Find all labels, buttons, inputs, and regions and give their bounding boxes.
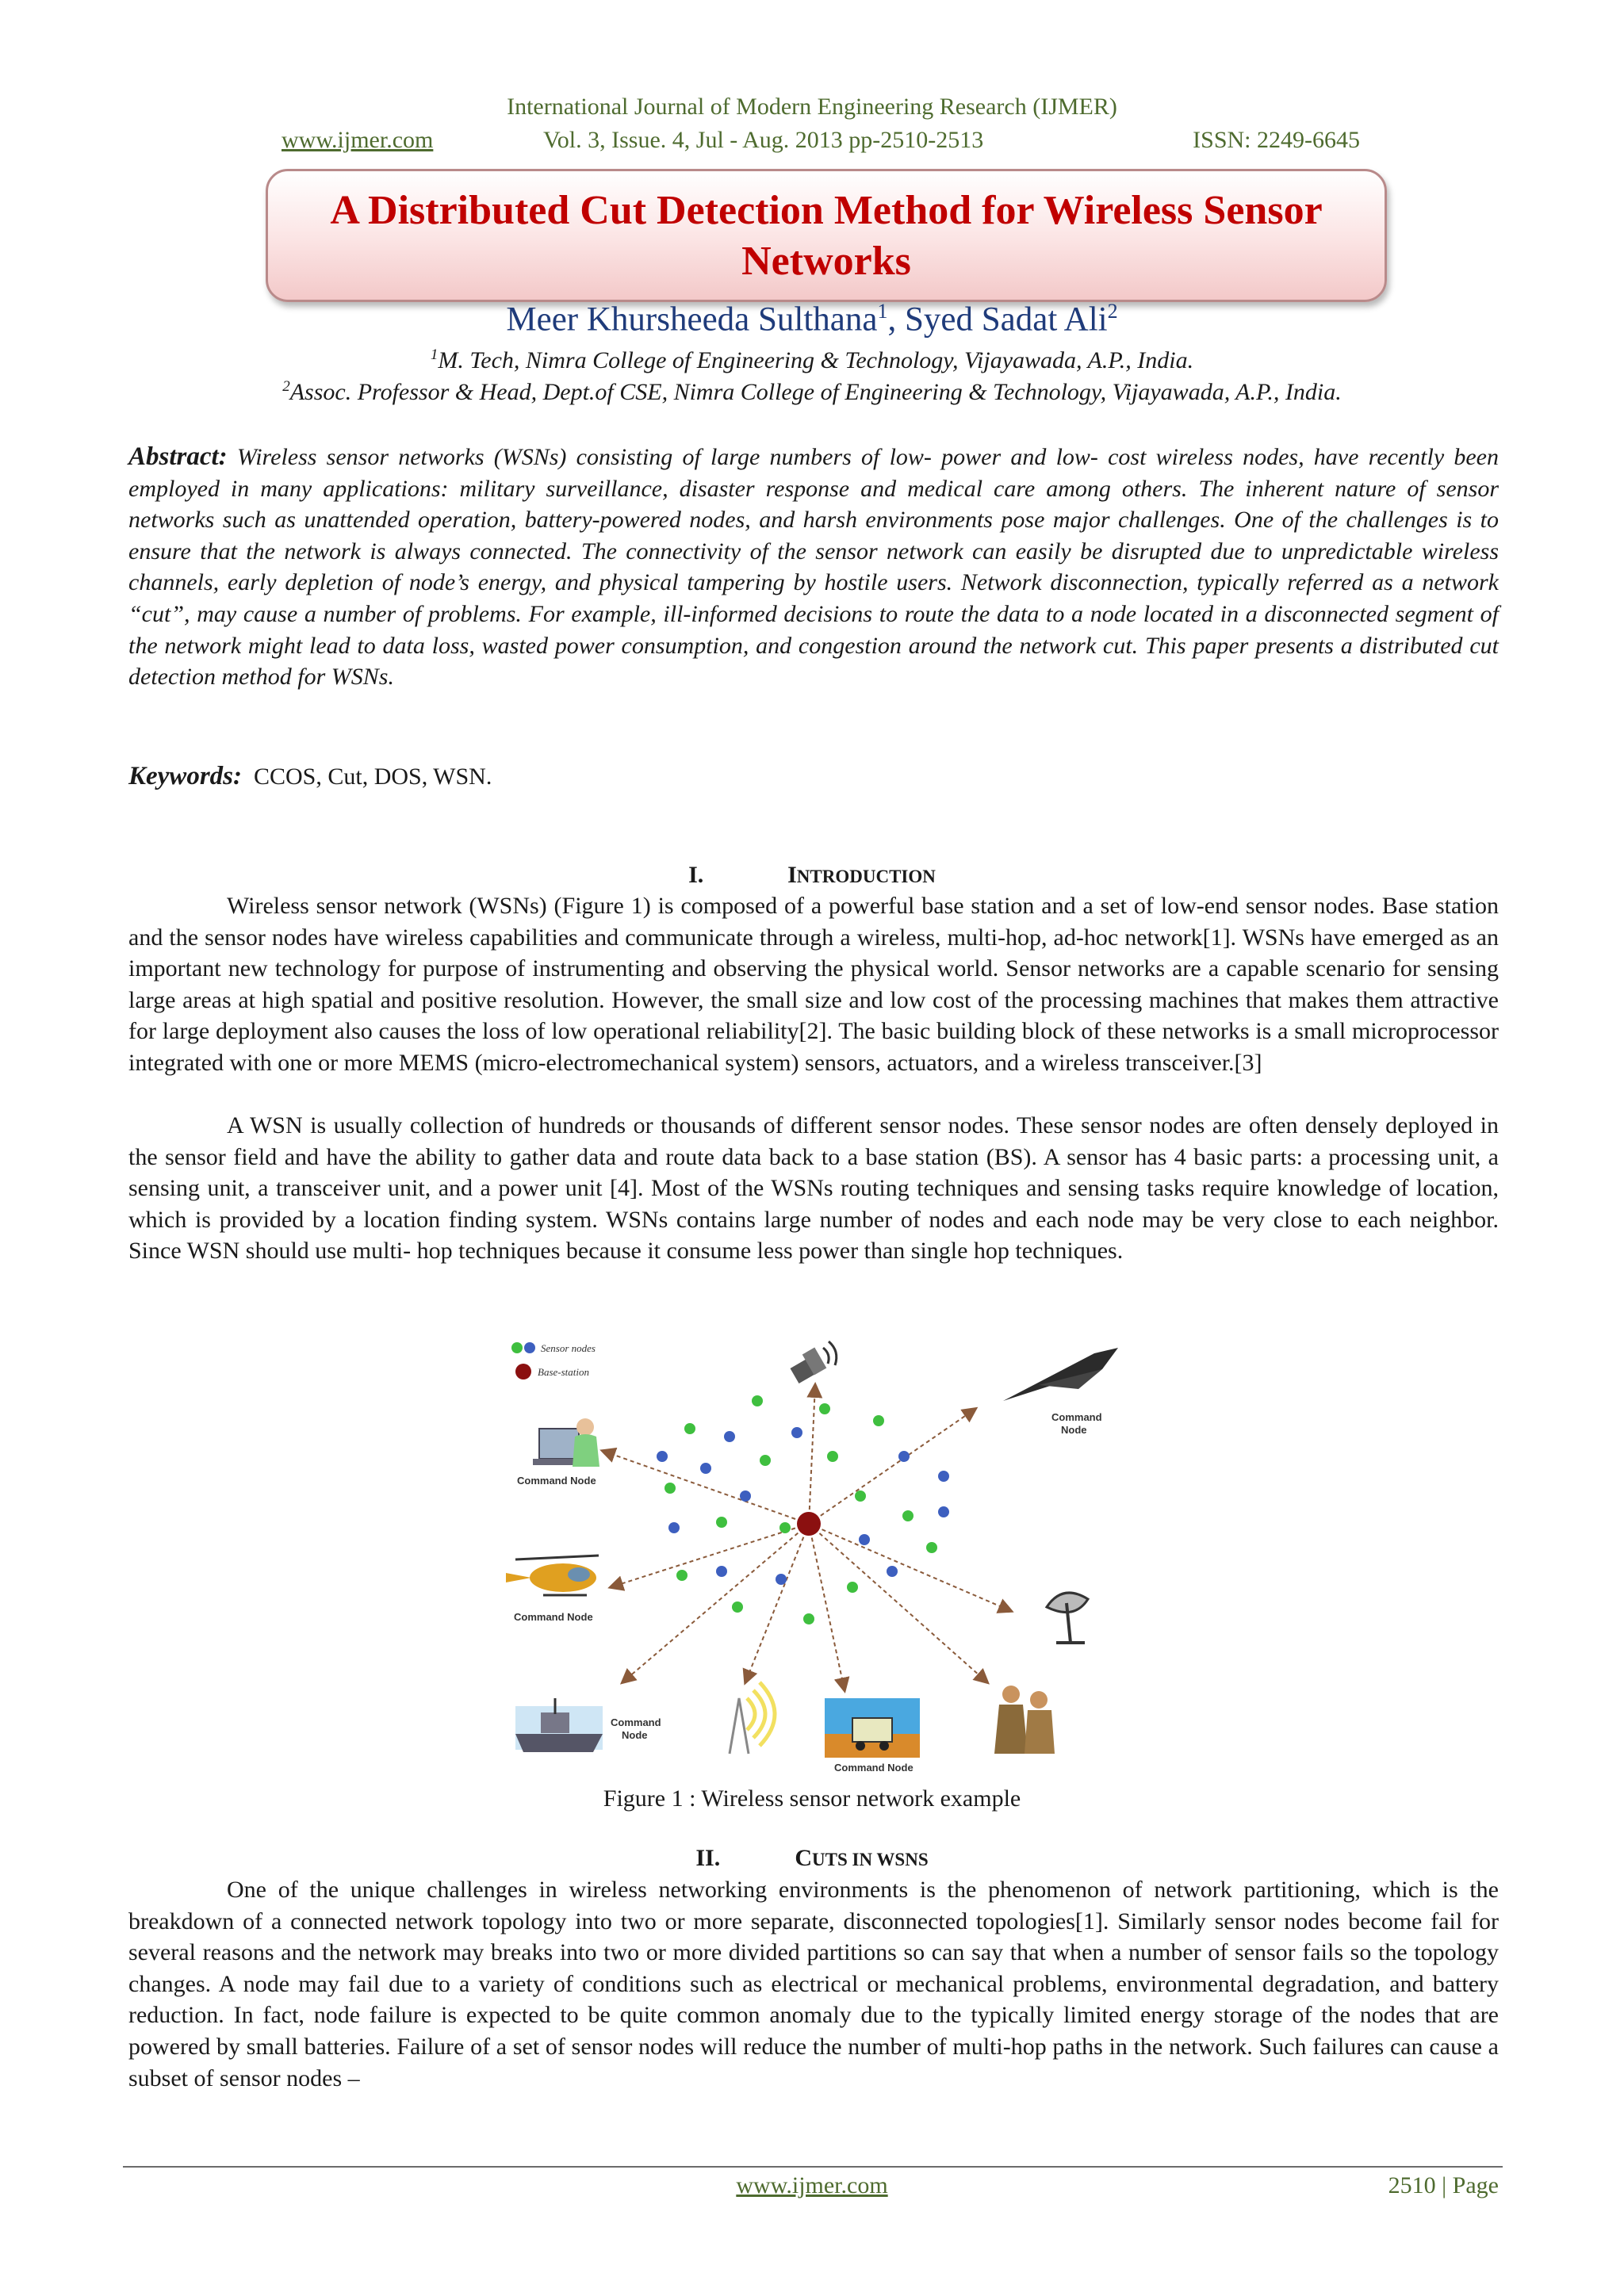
paper-title: A Distributed Cut Detection Method for Wireless Sensor Networks	[330, 188, 1323, 284]
author-1: Meer Khursheeda Sulthana	[506, 300, 878, 339]
journal-website-link[interactable]: www.ijmer.com	[282, 127, 434, 153]
communication-links	[603, 1385, 1011, 1690]
affiliation-2	[0, 378, 1624, 406]
helicopter-icon	[506, 1556, 599, 1623]
keywords-label: Keywords:	[128, 762, 242, 790]
satellite-icon	[791, 1341, 837, 1383]
abstract	[128, 442, 1499, 693]
ship-command-label: Command	[611, 1716, 661, 1728]
footer-website-link[interactable]: www.ijmer.com	[736, 2172, 888, 2198]
section-2-heading	[0, 1845, 1624, 1872]
section-1-paragraph-1: Wireless sensor network (WSNs) (Figure 1) is composed of a powerful base station and a set of low-end sensor nodes. Base station and the sensor nodes have wireless capabilities and communicate through a wireless, multi-hop, ad-hoc network[1]. WSNs have emerged as an important new technology for purpose of instrumenting and observing the physical world. Sensor networks are a capable scenario for sensing large areas at high spatial and positive resolution. However, the small size and low cost of the processing machines that makes them attractive for large deployment also causes the loss of low operational reliability[2]. The basic building block of these networks is a small microprocessor integrated with one or more MEMS (micro-electromechanical system) sensors, actuators, and a wireless transceiver.[3]	[128, 893, 1499, 1076]
soldiers-icon	[994, 1686, 1055, 1754]
page-number: 2510 | Page	[1388, 2172, 1499, 2198]
header-row	[282, 127, 1360, 159]
title-box	[266, 169, 1387, 302]
abstract-label: Abstract:	[128, 442, 228, 471]
satellite-dish-icon	[1047, 1593, 1088, 1643]
section-2-title-initial: C	[795, 1845, 813, 1871]
footer-divider	[123, 2166, 1503, 2168]
computer-command-label: Command Node	[517, 1475, 596, 1487]
author-list	[0, 300, 1624, 339]
truck-command-label: Command Node	[834, 1762, 914, 1774]
volume-info: Vol. 3, Issue. 4, Jul - Aug. 2013 pp-2510-2513	[543, 127, 984, 153]
author-2-sup: 2	[1107, 300, 1118, 323]
sensor-nodes	[657, 1395, 949, 1624]
ship-icon	[515, 1698, 661, 1752]
legend-sensor-label: Sensor nodes	[541, 1342, 596, 1354]
base-station	[797, 1512, 821, 1536]
keywords	[128, 761, 1499, 793]
section-1-number: I.	[688, 862, 704, 888]
ship-node-label: Node	[622, 1729, 648, 1741]
section-1-heading	[0, 862, 1624, 889]
affiliation-1	[0, 346, 1624, 374]
author-2: Syed Sadat Ali	[904, 300, 1108, 339]
affiliation-1-text: M. Tech, Nimra College of Engineering & Technology, Vijayawada, A.P., India.	[438, 347, 1194, 373]
helicopter-command-label: Command Node	[514, 1611, 593, 1623]
truck-command-node-icon	[825, 1698, 920, 1774]
antenna-tower-icon	[730, 1682, 775, 1754]
abstract-text: Wireless sensor networks (WSNs) consisting of large numbers of low- power and low- cost wireless nodes, have recently been employed in many applications: military surveillance, disaster response and medical care among others. The inherent nature of sensor networks such as unattended operation, battery-powered nodes, and harsh environments pose major challenges. One of the challenges is to ensure that the network is always connected. The connectivity of the sensor network can easily be disrupted due to unpredictable wireless channels, early depletion of node’s energy, and physical tampering by hostile users. Network disconnection, typically referred as a network “cut”, may cause a number of problems. For example, ill-informed decisions to route the data to a node located in a disconnected segment of the network might lead to data loss, wasted power consumption, and congestion around the network cut. This paper presents a distributed cut detection method for WSNs.	[128, 444, 1499, 691]
issn: ISSN: 2249-6645	[1193, 127, 1360, 153]
section-2-paragraph-1: One of the unique challenges in wireless networking environments is the phenomenon of network partitioning, which is the breakdown of a connected network topology into two or more separate, disconnected topologies[1]. Similarly sensor nodes become fail for several reasons and the network may breaks into two or more divided partitions so can say that when a number of sensor fails so the topology changes. A node may fail due to a variety of conditions such as electrical or mechanical problems, environmental degradation, and battery reduction. In fact, node failure is expected to be quite common anomaly due to the typically limited energy storage of the nodes that are powered by small batteries. Failure of a set of sensor nodes will reduce the number of multi-hop paths in the network. Such failures can cause a subset of sensor nodes –	[128, 1877, 1499, 2091]
section-1-title-initial: I	[787, 862, 797, 888]
journal-name: International Journal of Modern Engineering Research (IJMER)	[507, 94, 1117, 120]
affiliation-1-sup: 1	[430, 346, 439, 363]
computer-command-node-icon	[517, 1418, 599, 1487]
plane-command-label: Command	[1051, 1411, 1102, 1423]
section-1-title-rest: NTRODUCTION	[796, 867, 936, 886]
section-2-title-rest: UTS IN WSNS	[812, 1850, 929, 1869]
figure-legend	[511, 1342, 596, 1380]
affiliation-2-text: Assoc. Professor & Head, Dept.of CSE, Nimra College of Engineering & Technology, Vijayawada, A.P., India.	[289, 379, 1342, 405]
section-2-number: II.	[695, 1845, 721, 1871]
figure-caption: Figure 1 : Wireless sensor network example	[603, 1785, 1021, 1812]
author-1-sup: 1	[877, 300, 888, 323]
plane-node-label: Node	[1061, 1424, 1087, 1436]
keywords-text: CCOS, Cut, DOS, WSN.	[254, 763, 492, 790]
author-separator: ,	[887, 300, 905, 339]
affiliation-2-sup: 2	[282, 378, 290, 395]
legend-base-label: Base-station	[538, 1366, 589, 1378]
wsn-figure	[492, 1326, 1126, 1777]
stealth-plane-icon	[1003, 1348, 1118, 1436]
section-1-paragraph-2: A WSN is usually collection of hundreds or thousands of different sensor nodes. These sensor nodes are often densely deployed in the sensor field and have the ability to gather data and route data back to a base station (BS). A sensor has 4 basic parts: a processing unit, a sensing unit, a transceiver unit, and a power unit [4]. Most of the WSNs routing techniques and sensing tasks require knowledge of location, which is provided by a location finding system. WSNs contains large number of nodes and each node may be very close to each neighbor. Since WSN should use multi- hop techniques because it consume less power than single hop techniques.	[128, 1112, 1499, 1265]
